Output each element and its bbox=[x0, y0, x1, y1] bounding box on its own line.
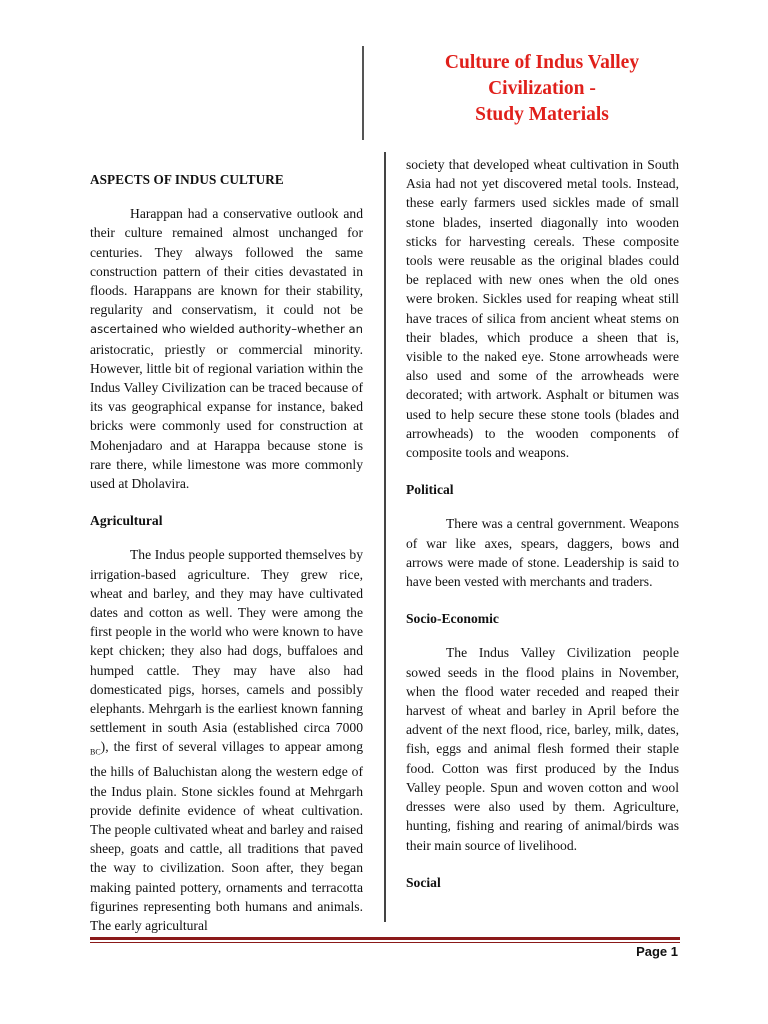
footer-rule-thin bbox=[90, 942, 680, 943]
paragraph-socio-economic: The Indus Valley Civilization people sowed seeds in the flood plains in November, when the flood water receded and reaped their harvest of wheat and barley in April before the advent of the next flood, rice, barley, milk, dates, fish, eggs and animal flesh formed their staple food. Cotton was first produced by the Indus Valley people. Spun and woven cotton and wool dresses were also used by them. Agriculture, hunting, fishing and rearing of animal/birds was their main source of livelihood. bbox=[406, 645, 679, 853]
right-column bbox=[406, 155, 679, 907]
section-heading-political: Political bbox=[406, 482, 454, 498]
section-heading-aspects: ASPECTS OF INDUS CULTURE bbox=[90, 172, 284, 187]
title-line-1: Culture of Indus Valley bbox=[444, 52, 640, 73]
title-line-3: Study Materials bbox=[475, 104, 609, 125]
document-title bbox=[370, 50, 714, 128]
paragraph-agricultural bbox=[90, 545, 363, 935]
footer-rule-thick bbox=[90, 937, 680, 940]
paragraph-text: The Indus people supported themselves by irrigation-based agriculture. They grew rice, wheat and barley, and they may have cultivated dates and cotton as well. They were among the first people in the world who were known to have kept chicken; they also had dogs, buffaloes and humped cattle. They may have also had domesticated pigs, horses, camels and possibly elephants. Mehrgarh is the earliest known fanning settlement in south Asia (established circa 7000 bbox=[90, 547, 363, 736]
page-number: Page 1 bbox=[636, 944, 678, 959]
paragraph-text: aristocratic, priestly or commercial minority. However, little bit of regional variation within the Indus Valley Civilization can be traced because of its vas geographical expanse for instance, baked bricks were commonly used for construction at Mohenjadaro and at Harappa because stone is rare there, while limestone was more commonly used at Dholavira. bbox=[90, 341, 363, 492]
paragraph-continued: society that developed wheat cultivation in South Asia had not yet discovered metal tools. Instead, these early farmers used sickles made of small stone blades, inserted diagonally into wooden sticks for harvesting cereals. These composite tools were reusable as the original blades could be replaced with new ones when the old ones were broken. Sickles used for reaping wheat still have traces of silica from ancient wheat stems on their blades, which produce a sheen that is, visible to the naked eye. Stone arrowheads were also used and some of the arrowheads were decorated; with artwork. Asphalt or bitumen was used to help secure these stone tools (blades and arrowheads) to the wooden components of composite tools and weapons. bbox=[406, 157, 679, 461]
paragraph-culture bbox=[90, 204, 363, 493]
paragraph-text-alt-font: ascertained who wielded authority–whether an bbox=[90, 322, 363, 337]
section-heading-agricultural: Agricultural bbox=[90, 513, 163, 529]
section-heading-social: Social bbox=[406, 874, 441, 890]
paragraph-text: Harappan had a conservative outlook and their culture remained almost unchanged for centuries. They always followed the same construction pattern of their cities devastated in floods. Harappans are known for their stability, regularity and conservatism, it could not be bbox=[90, 206, 363, 318]
column-divider bbox=[384, 152, 386, 922]
subscript-bc: BC bbox=[90, 748, 101, 758]
section-heading-socio-economic: Socio-Economic bbox=[406, 611, 499, 627]
paragraph-political: There was a central government. Weapons of war like axes, spears, daggers, bows and arrows were made of stone. Leadership is said to have been vested with merchants and traders. bbox=[406, 516, 679, 590]
paragraph-text: ), the first of several villages to appear among the hills of Baluchistan along the western edge of the Indus plain. Stone sickles found at Mehrgarh provide definite evidence of wheat cultivation. The people cultivated wheat and barley and raised sheep, goats and cattle, all traditions that paved the way to civilization. Soon after, they began making painted pottery, ornaments and terracotta figurines representing both humans and animals. The early agricultural bbox=[90, 739, 363, 934]
header-divider bbox=[362, 46, 364, 140]
title-line-2: Civilization - bbox=[488, 78, 596, 99]
left-column bbox=[90, 170, 363, 953]
